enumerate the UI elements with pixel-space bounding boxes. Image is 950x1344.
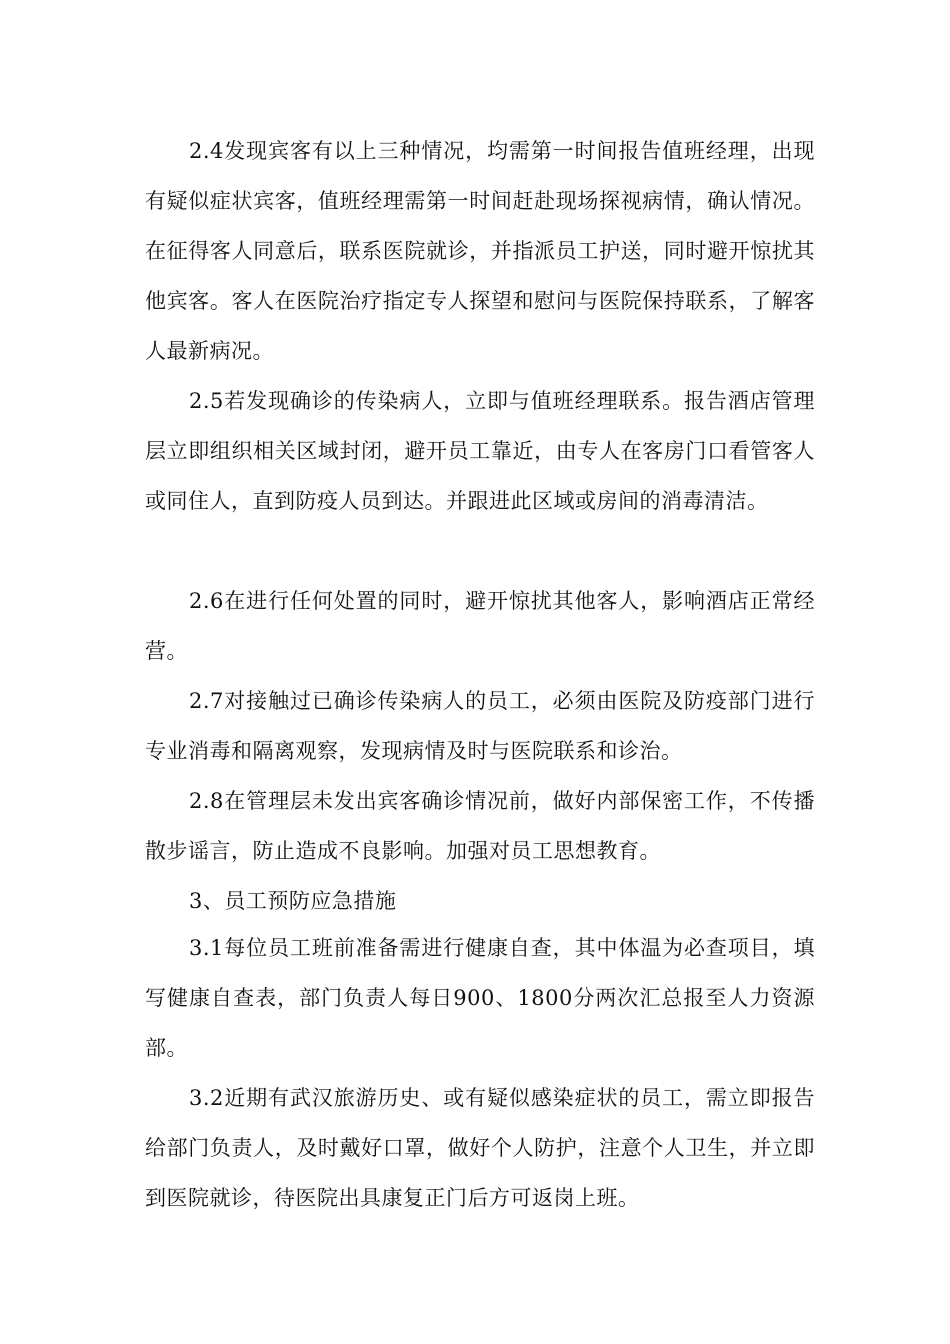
paragraph-2-4: 2.4发现宾客有以上三种情况，均需第一时间报告值班经理，出现有疑似症状宾客，值班经理需第一时间赶赴现场探视病情，确认情况。在征得客人同意后，联系医院就诊，并指派员工护送，同时避开惊扰其他宾客。客人在医院治疗指定专人探望和慰问与医院保持联系，了解客人最新病况。 [145, 139, 815, 363]
section-heading-3: 3、员工预防应急措施 [189, 889, 397, 913]
paragraph-3-1: 3.1每位员工班前准备需进行健康自查，其中体温为必查项目，填写健康自查表，部门负责人每日900、1800分两次汇总报至人力资源部。 [145, 936, 815, 1060]
paragraph-2-5: 2.5若发现确诊的传染病人，立即与值班经理联系。报告酒店管理层立即组织相关区域封闭，避开员工靠近，由专人在客房门口看管客人或同住人，直到防疫人员到达。并跟进此区域或房间的消毒清洁。 [145, 389, 815, 513]
paragraph-2-8: 2.8在管理层未发出宾客确诊情况前，做好内部保密工作，不传播散步谣言，防止造成不良影响。加强对员工思想教育。 [145, 789, 815, 863]
paragraph-3-2: 3.2近期有武汉旅游历史、或有疑似感染症状的员工，需立即报告给部门负责人，及时戴好口罩，做好个人防护，注意个人卫生，并立即到医院就诊，待医院出具康复正门后方可返岗上班。 [145, 1086, 815, 1210]
paragraph-2-6: 2.6在进行任何处置的同时，避开惊扰其他客人，影响酒店正常经营。 [145, 589, 815, 663]
paragraph-2-7: 2.7对接触过已确诊传染病人的员工，必须由医院及防疫部门进行专业消毒和隔离观察，发现病情及时与医院联系和诊治。 [145, 689, 815, 763]
